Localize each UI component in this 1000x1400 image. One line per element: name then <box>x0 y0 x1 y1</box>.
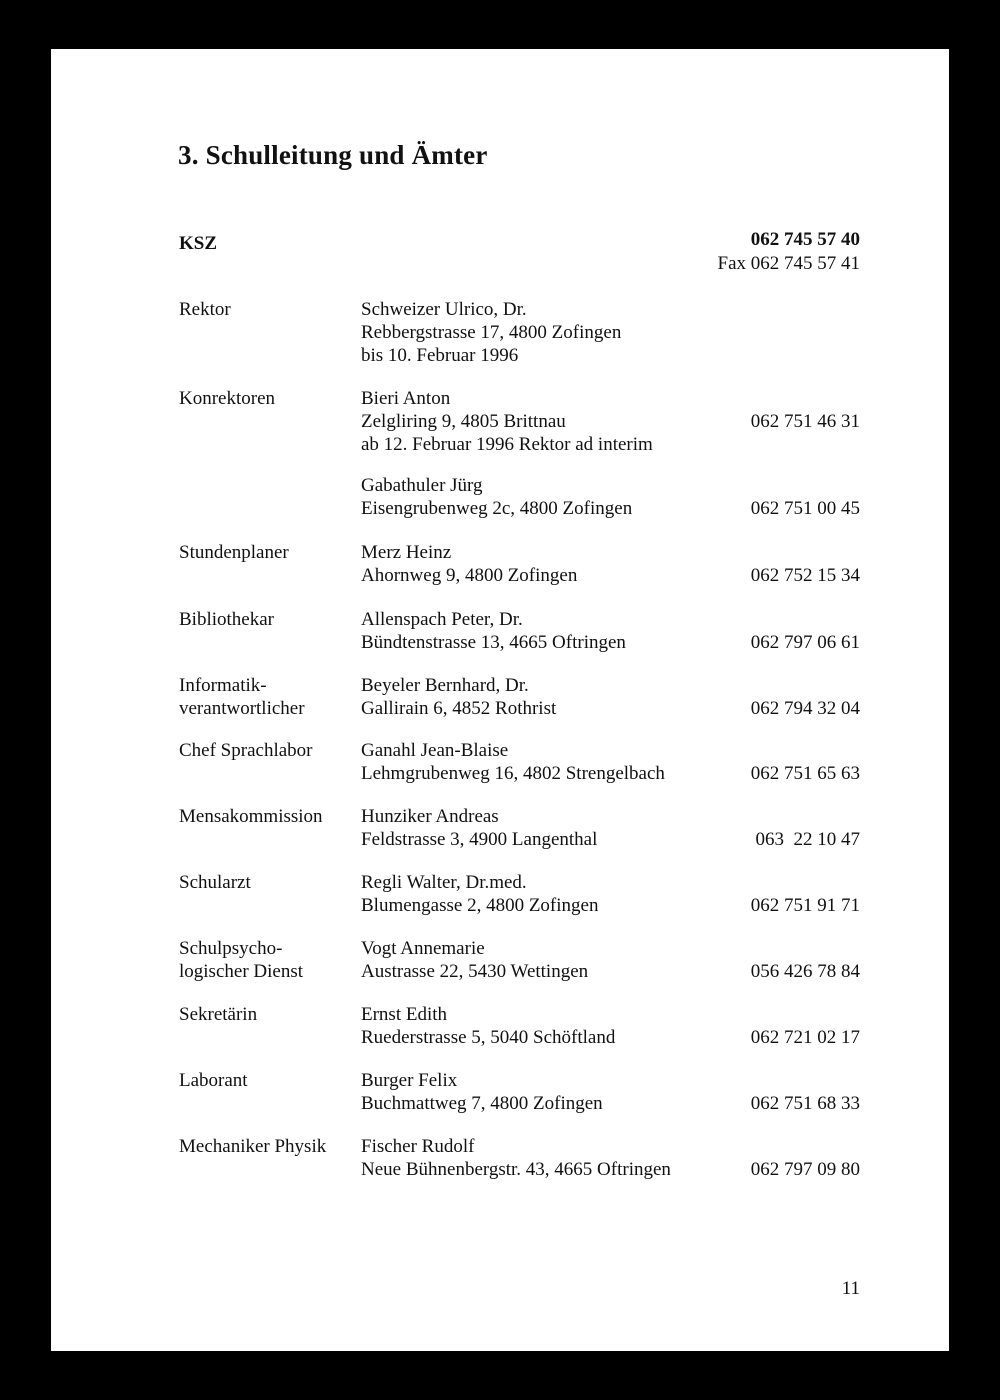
page-number: 11 <box>841 1278 860 1299</box>
person-entry <box>361 1135 671 1181</box>
phone-number: 062 797 09 80 <box>750 1159 860 1180</box>
role-line: Stundenplaner <box>179 542 289 563</box>
role-label <box>179 1135 359 1158</box>
phone-number: 062 797 06 61 <box>750 632 860 653</box>
person-entry <box>361 1069 603 1115</box>
phone-number: 062 794 32 04 <box>750 698 860 719</box>
person-name: Gabathuler Jürg <box>361 475 483 496</box>
person-name: Vogt Annemarie <box>361 938 485 959</box>
person-name: Fischer Rudolf <box>361 1136 475 1157</box>
role-label <box>179 674 359 720</box>
person-name: Ganahl Jean-Blaise <box>361 740 509 761</box>
person-entry <box>361 387 653 456</box>
person-name: Burger Felix <box>361 1070 458 1091</box>
person-name: Bieri Anton <box>361 388 451 409</box>
address-line: Gallirain 6, 4852 Rothrist <box>361 698 557 719</box>
role-label <box>179 1003 359 1026</box>
person-entry <box>361 474 632 520</box>
address-line: Lehmgrubenweg 16, 4802 Strengelbach <box>361 763 665 784</box>
role-line: Schulpsycho- <box>179 938 283 959</box>
address-line: Feldstrasse 3, 4900 Langenthal <box>361 829 598 850</box>
role-label <box>179 541 359 564</box>
address-line: Neue Bühnenbergstr. 43, 4665 Oftringen <box>361 1159 671 1180</box>
role-line: Laborant <box>179 1070 248 1091</box>
address-line: Ahornweg 9, 4800 Zofingen <box>361 565 578 586</box>
person-name: Allenspach Peter, Dr. <box>361 609 523 630</box>
phone-number: 062 751 68 33 <box>750 1093 860 1114</box>
role-label <box>179 805 359 828</box>
role-line: Schularzt <box>179 872 251 893</box>
person-entry <box>361 1003 615 1049</box>
address-line: Buchmattweg 7, 4800 Zofingen <box>361 1093 603 1114</box>
address-line: bis 10. Februar 1996 <box>361 345 519 366</box>
phone-number: 062 751 00 45 <box>750 498 860 519</box>
role-line: verantwortlicher <box>179 698 305 719</box>
institution-label: KSZ <box>179 233 218 254</box>
address-line: Zelgliring 9, 4805 Brittnau <box>361 411 566 432</box>
address-line: ab 12. Februar 1996 Rektor ad interim <box>361 434 653 455</box>
role-line: Bibliothekar <box>179 609 274 630</box>
person-entry <box>361 298 621 367</box>
phone-number: 063 22 10 47 <box>755 829 860 850</box>
phone-number: 062 752 15 34 <box>750 565 860 586</box>
person-entry <box>361 937 588 983</box>
person-entry <box>361 739 665 785</box>
role-line: Mensakommission <box>179 806 323 827</box>
page-title: 3. Schulleitung und Ämter <box>178 140 488 170</box>
role-line: logischer Dienst <box>179 961 304 982</box>
person-name: Regli Walter, Dr.med. <box>361 872 527 893</box>
role-line: Rektor <box>179 299 231 320</box>
person-name: Schweizer Ulrico, Dr. <box>361 299 527 320</box>
person-entry <box>361 541 577 587</box>
role-label <box>179 871 359 894</box>
role-line: Mechaniker Physik <box>179 1136 327 1157</box>
phone-number: 056 426 78 84 <box>750 961 860 982</box>
role-label <box>179 937 359 983</box>
person-entry <box>361 805 597 851</box>
person-entry <box>361 871 598 917</box>
institution-fax: Fax 062 745 57 41 <box>717 253 860 274</box>
person-name: Hunziker Andreas <box>361 806 499 827</box>
address-line: Blumengasse 2, 4800 Zofingen <box>361 895 599 916</box>
phone-number: 062 721 02 17 <box>750 1027 860 1048</box>
person-entry <box>361 674 556 720</box>
phone-number: 062 751 65 63 <box>750 763 860 784</box>
role-line: Konrektoren <box>179 388 276 409</box>
address-line: Austrasse 22, 5430 Wettingen <box>361 961 589 982</box>
role-label <box>179 1069 359 1092</box>
address-line: Bündtenstrasse 13, 4665 Oftringen <box>361 632 626 653</box>
address-line: Eisengrubenweg 2c, 4800 Zofingen <box>361 498 633 519</box>
role-line: Chef Sprachlabor <box>179 740 313 761</box>
phone-number: 062 751 46 31 <box>750 411 860 432</box>
role-label <box>179 608 359 631</box>
person-entry <box>361 608 626 654</box>
role-label <box>179 298 359 321</box>
phone-number: 062 751 91 71 <box>750 895 860 916</box>
institution-phone: 062 745 57 40 <box>750 229 860 250</box>
role-line: Informatik- <box>179 675 267 696</box>
person-name: Beyeler Bernhard, Dr. <box>361 675 529 696</box>
role-label <box>179 739 359 762</box>
person-name: Ernst Edith <box>361 1004 448 1025</box>
person-name: Merz Heinz <box>361 542 452 563</box>
address-line: Rebbergstrasse 17, 4800 Zofingen <box>361 322 622 343</box>
role-line: Sekretärin <box>179 1004 258 1025</box>
role-label <box>179 387 359 410</box>
address-line: Ruederstrasse 5, 5040 Schöftland <box>361 1027 616 1048</box>
